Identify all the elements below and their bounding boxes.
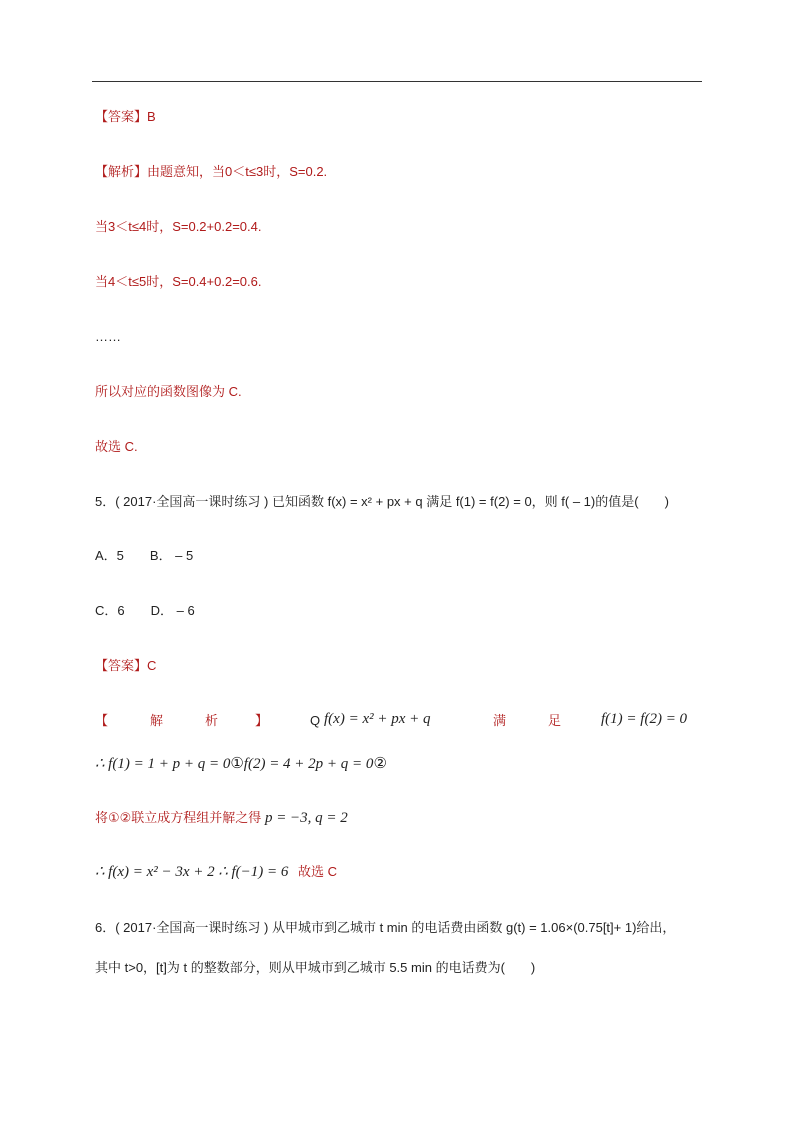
q4-choice: 故选 C. bbox=[95, 439, 138, 454]
therefore-symbol: ∴ bbox=[95, 756, 105, 772]
circled-two: ② bbox=[373, 754, 387, 772]
equation-1: f(1) = 1 + p + q = 0 bbox=[108, 756, 231, 772]
analysis-char-1: 解 bbox=[150, 713, 164, 728]
q5-answer-line bbox=[95, 656, 156, 676]
final-function: f(x) = x² − 3x + 2 bbox=[108, 864, 215, 880]
q4-answer-line bbox=[95, 107, 156, 127]
q5-options-row-1: A．5 B． – 5 bbox=[95, 548, 194, 563]
satisfy-char-2: 足 bbox=[548, 713, 562, 728]
satisfy-char-1: 满 bbox=[493, 713, 507, 728]
final-value: f(−1) = 6 bbox=[231, 864, 289, 880]
q-symbol: Q bbox=[310, 713, 321, 728]
condition-expression: f(1) = f(2) = 0 bbox=[601, 711, 688, 727]
q6-stem-line-2: 其中 t>0，[t]为 t 的整数部分，则从甲城市到乙城市 5.5 min 的电话费为( ) bbox=[95, 960, 536, 975]
header-rule bbox=[92, 81, 702, 82]
q4-analysis-line bbox=[95, 162, 327, 182]
analysis-char-2: 析 bbox=[205, 713, 219, 728]
function-expression: f(x) = x² + px + q bbox=[324, 711, 431, 727]
analysis-text: 由题意知，当0＜t≤3时，S=0.2. bbox=[147, 164, 328, 179]
answer-value: C bbox=[147, 658, 157, 673]
analysis-label: 【解析】 bbox=[95, 164, 148, 179]
solution-expression: p = −3, q = 2 bbox=[264, 810, 348, 826]
q5-analysis-line-4 bbox=[95, 862, 337, 882]
analysis-bracket-open: 【 bbox=[95, 713, 109, 728]
circled-one: ① bbox=[230, 754, 244, 772]
q4-ellipsis: …… bbox=[95, 329, 121, 344]
answer-label: 【答案】 bbox=[95, 658, 148, 673]
q5-stem: 5．( 2017·全国高一课时练习 ) 已知函数 f(x) = x² + px + q 满足 f(1) = f(2) = 0，则 f( – 1)的值是( ) bbox=[95, 494, 669, 509]
equation-2: f(2) = 4 + 2p + q = 0 bbox=[243, 756, 374, 772]
therefore-symbol: ∴ bbox=[95, 864, 105, 880]
final-choice: 故选 C bbox=[298, 864, 338, 879]
combine-text: 将①②联立成方程组并解之得 bbox=[95, 810, 262, 825]
q4-conclusion: 所以对应的函数图像为 C. bbox=[95, 384, 242, 399]
q5-analysis-line-1 bbox=[95, 711, 701, 733]
q5-analysis-line-3 bbox=[95, 808, 348, 828]
therefore-symbol: ∴ bbox=[218, 864, 228, 880]
answer-value: B bbox=[147, 109, 156, 124]
q6-stem-line-1: 6．( 2017·全国高一课时练习 ) 从甲城市到乙城市 t min 的电话费由函数 g(t) = 1.06×(0.75[t]+ 1)给出， bbox=[95, 920, 676, 935]
q5-analysis-line-2 bbox=[95, 753, 387, 774]
q4-analysis-line-2: 当3＜t≤4时，S=0.2+0.2=0.4. bbox=[95, 219, 262, 234]
q4-analysis-line-3: 当4＜t≤5时，S=0.4+0.2=0.6. bbox=[95, 274, 262, 289]
answer-label: 【答案】 bbox=[95, 109, 148, 124]
q5-options-row-2: C．6 D． – 6 bbox=[95, 603, 195, 618]
analysis-bracket-close: 】 bbox=[255, 713, 269, 728]
